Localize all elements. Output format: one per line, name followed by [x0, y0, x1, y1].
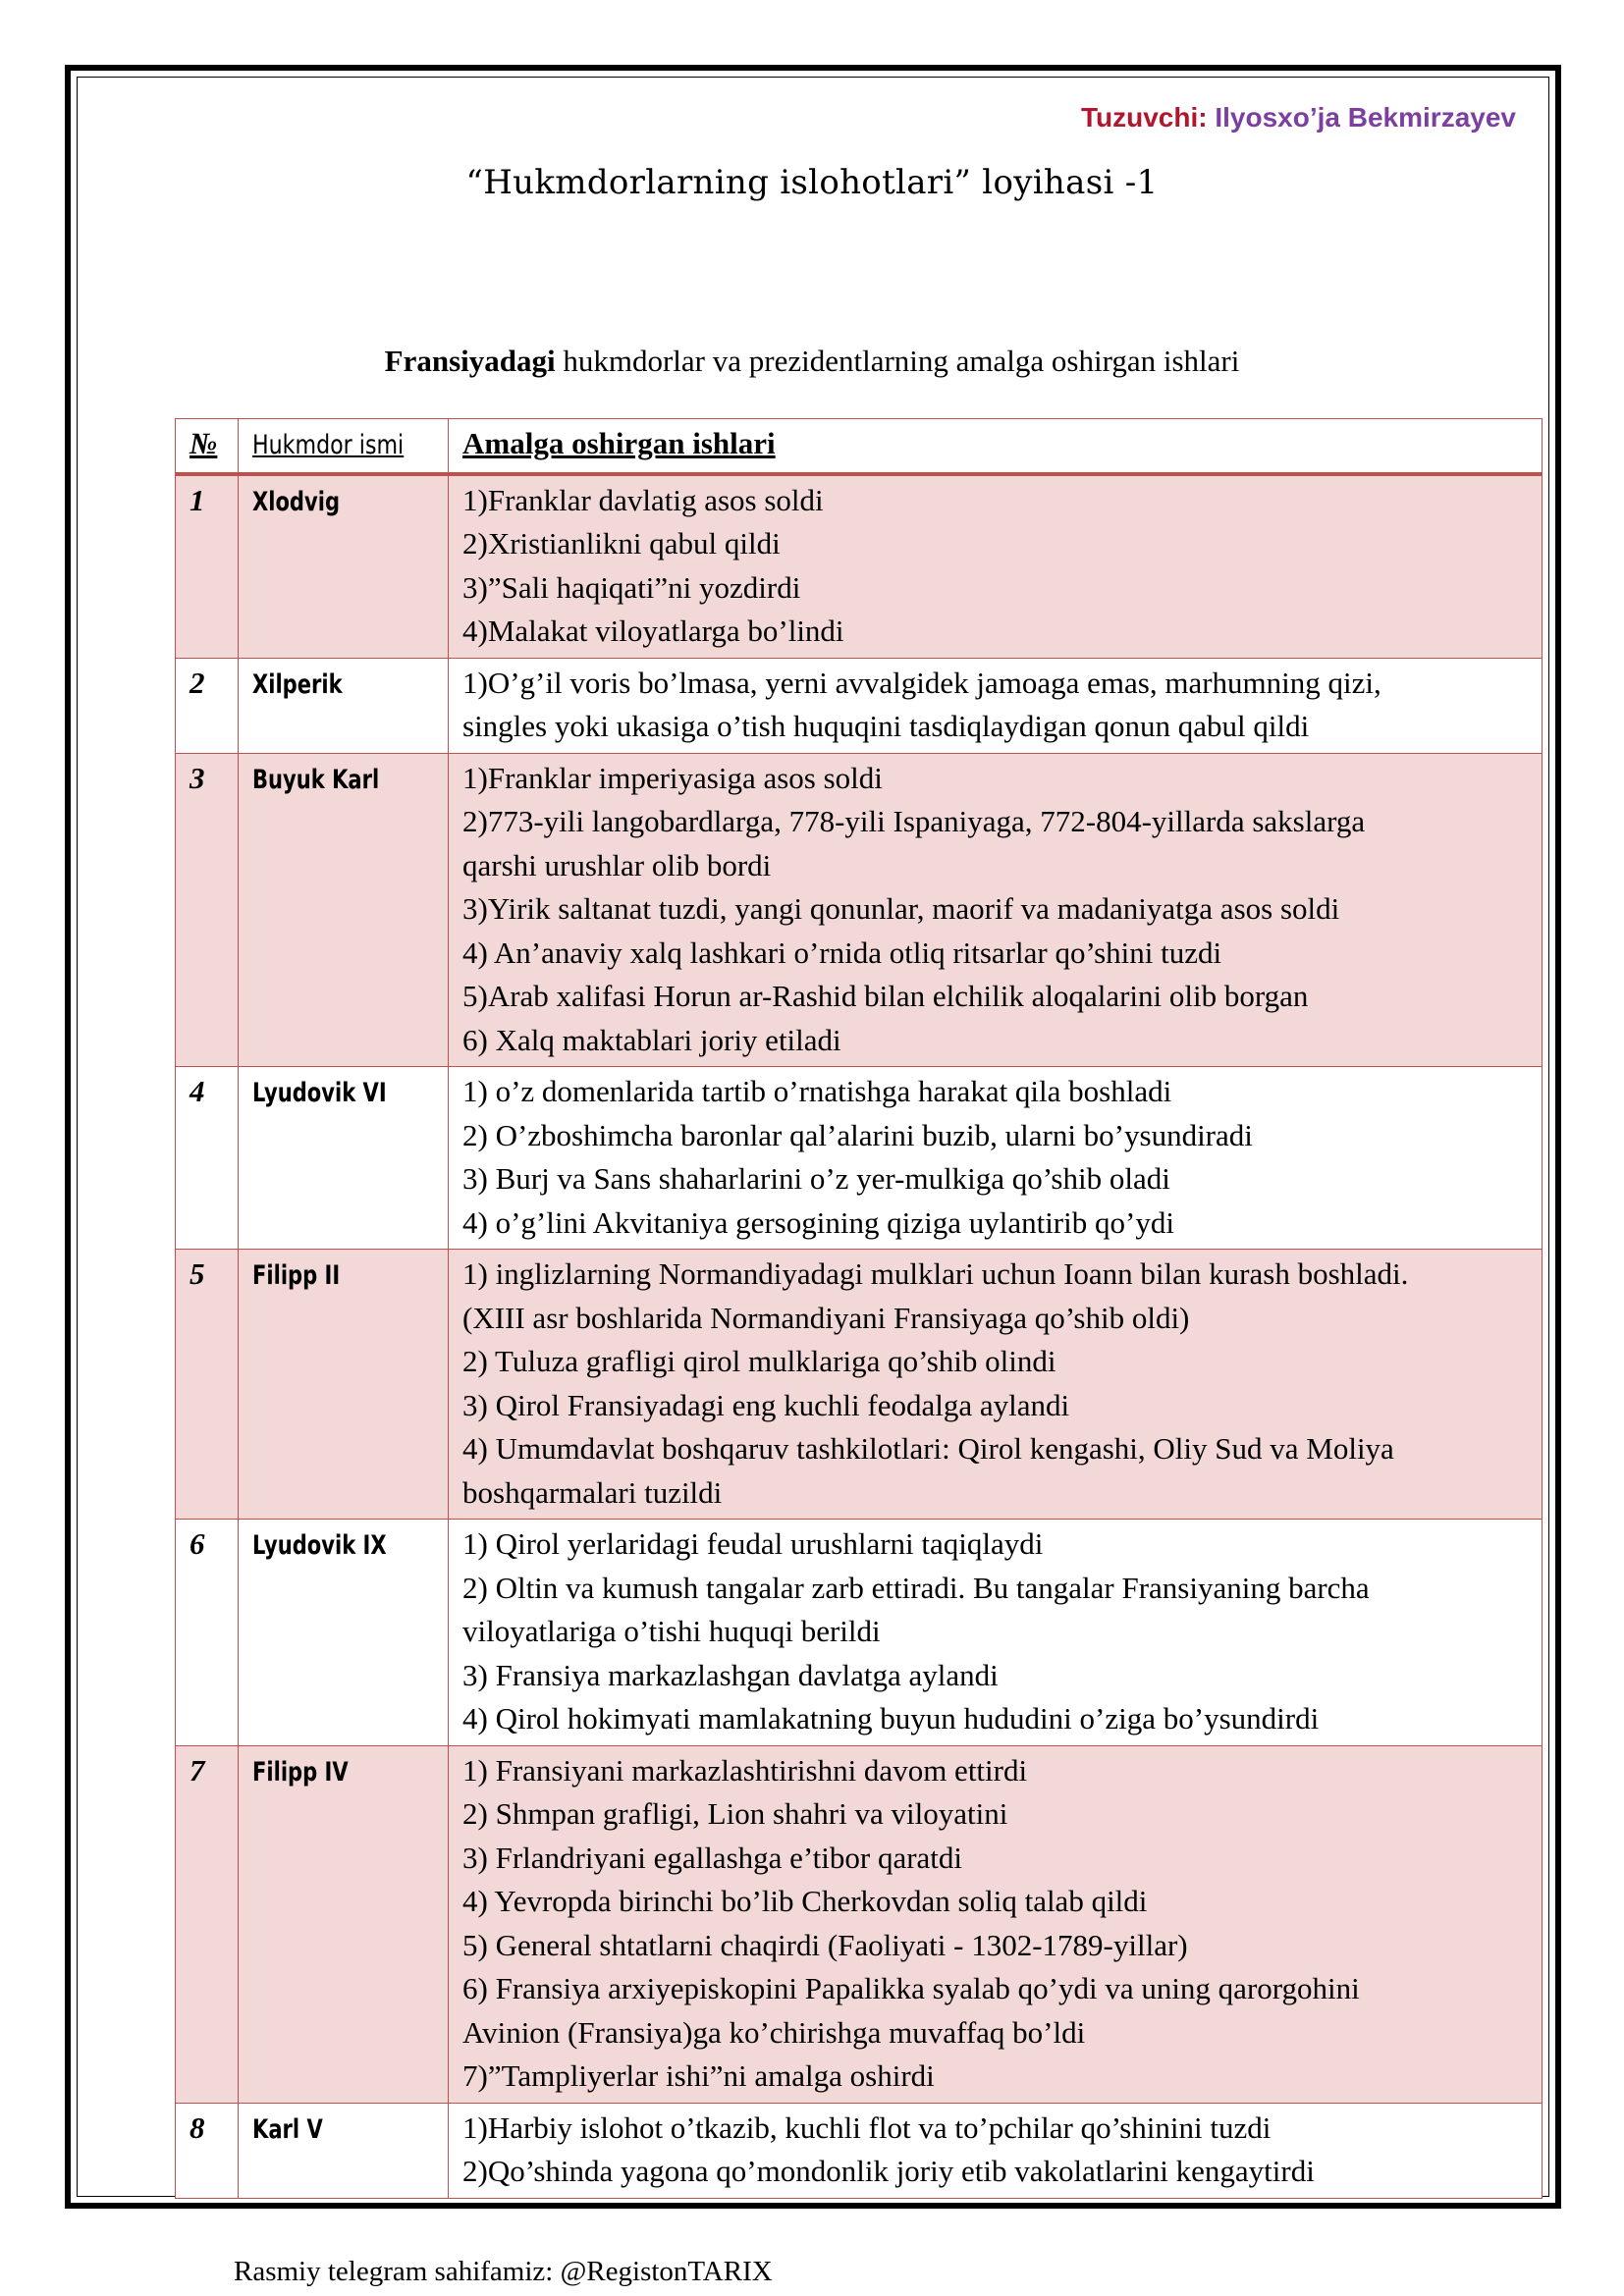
ruler-works: [449, 658, 1543, 753]
work-item: 1) Qirol yerlaridagi feudal urushlarni taqiqlaydi: [462, 1526, 1044, 1561]
ruler-works: [449, 1520, 1543, 1746]
table-row: [176, 1250, 1543, 1520]
work-item: 2)Qo’shinda yagona qo’mondonlik joriy etib vakolatlarini kengaytirdi: [462, 2154, 1315, 2188]
header-works: Amalga oshirgan ishlari: [449, 419, 1543, 474]
work-item: 3) Burj va Sans shaharlarini o’z yer-mulkiga qo’shib oladi: [462, 1161, 1170, 1196]
work-item: 1)Franklar imperiyasiga asos soldi: [462, 760, 883, 795]
work-item: 3) Fransiya markazlashgan davlatga aylandi: [462, 1657, 999, 1692]
work-item: 5) General shtatlarni chaqirdi (Faoliyati - 1302-1789-yillar): [462, 1927, 1188, 1962]
table-row: [176, 474, 1543, 659]
ruler-name: Karl V: [239, 2103, 449, 2198]
row-number: 3: [176, 753, 239, 1067]
author-line: [1081, 102, 1516, 133]
ruler-works: [449, 1745, 1543, 2103]
work-item: 4) An’anaviy xalq lashkari o’rnida otliq ritsarlar qo’shini tuzdi: [462, 934, 1222, 970]
caption-rest: hukmdorlar va prezidentlarning amalga oshirgan ishlari: [555, 344, 1240, 378]
ruler-name: Buyuk Karl: [239, 753, 449, 1067]
ruler-works: [449, 753, 1543, 1067]
ruler-name: Xlodvig: [239, 474, 449, 659]
work-item: 1) Fransiyani markazlashtirishni davom ettirdi: [462, 1752, 1028, 1788]
row-number: 7: [176, 1745, 239, 2103]
row-number: 2: [176, 658, 239, 753]
table-row: [176, 658, 1543, 753]
work-item: 3) Qirol Fransiyadagi eng kuchli feodalga aylandi: [462, 1387, 1070, 1422]
document-title: “Hukmdorlarning islohotlari” loyihasi -1: [465, 163, 1159, 202]
ruler-works: [449, 2103, 1543, 2198]
ruler-name: Lyudovik IX: [239, 1520, 449, 1746]
ruler-works: [449, 1250, 1543, 1520]
reforms-table: [175, 418, 1543, 2199]
work-item: 3)Yirik saltanat tuzdi, yangi qonunlar, maorif va madaniyatga asos soldi: [462, 891, 1340, 926]
header-number: №: [176, 419, 239, 474]
header-ruler-name: Hukmdor ismi: [239, 419, 449, 474]
table-row: [176, 753, 1543, 1067]
author-label: Tuzuvchi:: [1081, 102, 1208, 133]
work-item: 4) o’g’lini Akvitaniya gersogining qiziga uylantirib qo’ydi: [462, 1204, 1174, 1240]
footer-telegram: Rasmiy telegram sahifamiz: @RegistonTARIX: [234, 2256, 773, 2287]
row-number: 4: [176, 1067, 239, 1250]
row-number: 6: [176, 1520, 239, 1746]
work-item: 6) Xalq maktablari joriy etiladi: [462, 1022, 841, 1057]
table-row: [176, 1067, 1543, 1250]
work-item: 6) Fransiya arxiyepiskopini Papalikka syalab qo’ydi va uning qarorgohini: [462, 1971, 1360, 2005]
row-number: 8: [176, 2103, 239, 2198]
ruler-name: Lyudovik VI: [239, 1067, 449, 1250]
work-item: 1)Harbiy islohot o’tkazib, kuchli flot va to’pchilar qo’shinini tuzdi: [462, 2109, 1272, 2145]
work-item: 2)773-yili langobardlarga, 778-yili Ispaniyaga, 772-804-yillarda sakslarga: [462, 804, 1366, 838]
ruler-name: Filipp IV: [239, 1745, 449, 2103]
work-item: viloyatlariga o’tishi huquqi berildi: [462, 1614, 881, 1648]
ruler-works: [449, 474, 1543, 659]
table-row: [176, 1745, 1543, 2103]
work-item: 1) inglizlarning Normandiyadagi mulklari uchun Ioann bilan kurash boshladi.: [462, 1256, 1409, 1291]
work-item: 2) Oltin va kumush tangalar zarb ettiradi. Bu tangalar Fransiyaning barcha: [462, 1570, 1370, 1605]
work-item: qarshi urushlar olib bordi: [462, 847, 772, 882]
work-item: 7)”Tampliyerlar ishi”ni amalga oshirdi: [462, 2058, 935, 2093]
work-item: 2) O’zboshimcha baronlar qal’alarini buzib, ularni bo’ysundiradi: [462, 1117, 1253, 1152]
work-item: 1) o’z domenlarida tartib o’rnatishga harakat qila boshladi: [462, 1074, 1172, 1108]
work-item: Avinion (Fransiya)ga ko’chirishga muvaffaq bo’ldi: [462, 2014, 1086, 2050]
work-item: 4) Umumdavlat boshqaruv tashkilotlari: Qirol kengashi, Oliy Sud va Moliya: [462, 1431, 1394, 1466]
row-number: 1: [176, 474, 239, 659]
work-item: 1)Franklar davlatig asos soldi: [462, 482, 824, 517]
ruler-name: Filipp II: [239, 1250, 449, 1520]
table-header-row: [176, 419, 1543, 474]
work-item: 4) Qirol hokimyati mamlakatning buyun hududini o’ziga bo’ysundirdi: [462, 1701, 1320, 1735]
table-row: [176, 1520, 1543, 1746]
work-item: 2) Tuluza grafligi qirol mulklariga qo’shib olindi: [462, 1344, 1056, 1378]
author-name: Ilyosxo’ja Bekmirzayev: [1215, 102, 1516, 133]
work-item: 4)Malakat viloyatlarga bo’lindi: [462, 614, 844, 648]
work-item: 5)Arab xalifasi Horun ar-Rashid bilan elchilik aloqalarini olib borgan: [462, 979, 1309, 1013]
ruler-works: [449, 1067, 1543, 1250]
work-item: 2)Xristianlikni qabul qildi: [462, 526, 781, 561]
work-item: 1)O’g’il voris bo’lmasa, yerni avvalgidek jamoaga emas, marhumning qizi,: [462, 665, 1381, 700]
row-number: 5: [176, 1250, 239, 1520]
caption-bold: Fransiyadagi: [384, 344, 556, 378]
work-item: (XIII asr boshlarida Normandiyani Fransiyaga qo’shib oldi): [462, 1300, 1190, 1335]
work-item: boshqarmalari tuzildi: [462, 1474, 723, 1510]
table-row: [176, 2103, 1543, 2198]
table-caption: [0, 344, 1624, 379]
ruler-name: Xilperik: [239, 658, 449, 753]
work-item: singles yoki ukasiga o’tish huquqini tasdiqlaydigan qonun qabul qildi: [462, 709, 1310, 743]
work-item: 4) Yevropda birinchi bo’lib Cherkovdan soliq talab qildi: [462, 1884, 1148, 1918]
work-item: 2) Shmpan grafligi, Lion shahri va viloyatini: [462, 1796, 1008, 1831]
work-item: 3)”Sali haqiqati”ni yozdirdi: [462, 569, 801, 605]
work-item: 3) Frlandriyani egallashga e’tibor qaratdi: [462, 1840, 963, 1875]
